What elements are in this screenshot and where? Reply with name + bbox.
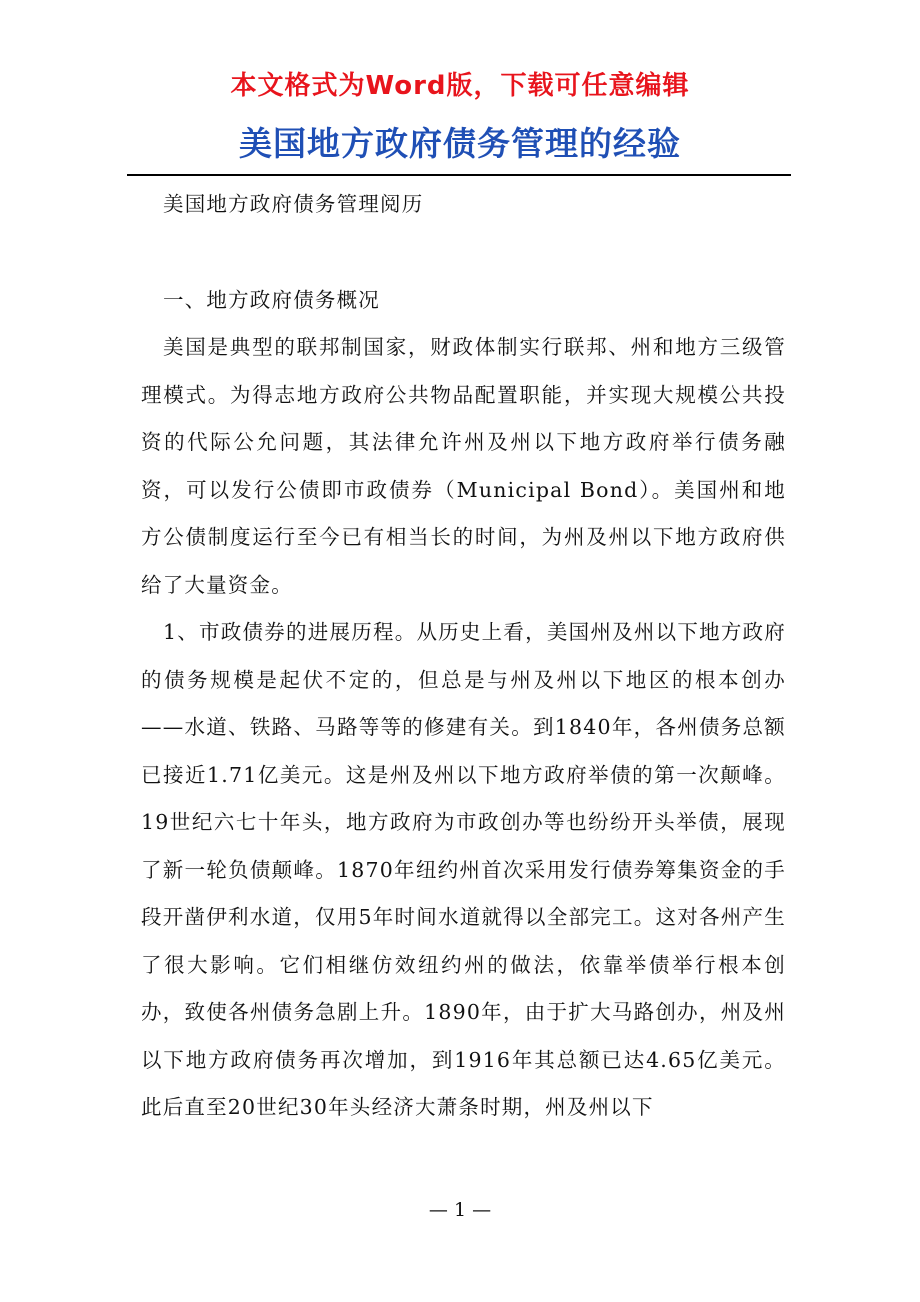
page-number: — 1 — bbox=[428, 1199, 492, 1221]
paragraph-gap bbox=[141, 229, 786, 277]
format-banner: 本文格式为Word版，下载可任意编辑 bbox=[230, 71, 690, 101]
section-heading: 一、地方政府债务概况 bbox=[163, 287, 380, 312]
title-divider bbox=[127, 174, 791, 176]
subtitle-paragraph: 美国地方政府债务管理阅历 bbox=[163, 192, 424, 216]
history-paragraph: 1、市政债券的进展历程。从历史上看，美国州及州以下地方政府的债务规模是起伏不定的，但总是与州及州以下地区的根本创办——水道、铁路、马路等等的修建有关。到1840年，各州债务总额已接近1.71亿美元。这是州及州以下地方政府举债的第一次颠峰。19世纪六七十年头，地方政府为市政创办等也纷纷开头举债，展现了新一轮负债颠峰。1870年纽约州首次采用发行债券筹集资金的手段开凿伊利水道，仅用5年时间水道就得以全部完工。这对各州产生了很大影响。它们相继仿效纽约州的做法，依靠举债举行根本创办，致使各州债务急剧上升。1890年，由于扩大马路创办，州及州以下地方政府债务再次增加，到1916年其总额已达4.65亿美元。此后直至20世纪30年头经济大萧条时期，州及州以下 bbox=[141, 620, 786, 1119]
document-title: 美国地方政府债务管理的经验 bbox=[239, 124, 681, 163]
document-body bbox=[141, 181, 786, 1132]
overview-paragraph: 美国是典型的联邦制国家，财政体制实行联邦、州和地方三级管理模式。为得志地方政府公共物品配置职能，并实现大规模公共投资的代际公允问题，其法律允许州及州以下地方政府举行债务融资，可以发行公债即市政债券（Municipal Bond）。美国州和地方公债制度运行至今已有相当长的时间，为州及州以下地方政府供给了大量资金。 bbox=[141, 335, 786, 597]
